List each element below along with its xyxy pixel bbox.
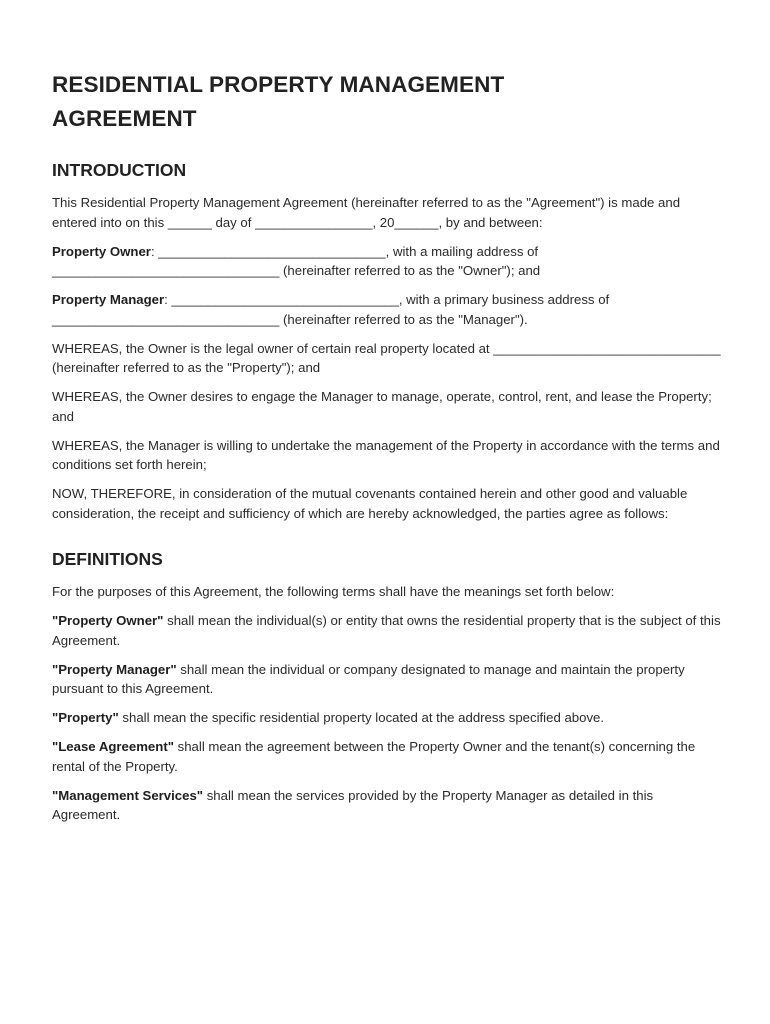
- document-title: [52, 68, 722, 136]
- whereas-paragraph-3: WHEREAS, the Manager is willing to undertake the management of the Property in accordance with the terms and conditions set forth herein;: [52, 437, 720, 472]
- owner-text: : _______________________________, with a mailing address of _______________________________ (hereinafter referred to as the "Owner"); and: [52, 243, 541, 278]
- manager-paragraph: [52, 290, 722, 329]
- opening-paragraph: This Residential Property Management Agreement (hereinafter referred to as the "Agreement") is made and entered into on this ______ day of ________________, 20______, by and between:: [52, 195, 681, 230]
- definitions-intro: For the purposes of this Agreement, the following terms shall have the meanings set forth below:: [52, 584, 615, 599]
- title-line-2: AGREEMENT: [52, 106, 197, 131]
- manager-label: Property Manager: [52, 292, 165, 307]
- definition-term: "Property Manager": [52, 661, 177, 677]
- definition-item: [52, 708, 722, 728]
- document-page: [52, 68, 722, 825]
- definitions-heading: DEFINITIONS: [52, 549, 163, 569]
- introduction-heading: INTRODUCTION: [52, 160, 187, 180]
- definition-term: "Lease Agreement": [52, 739, 174, 754]
- manager-text: : _______________________________, with a primary business address of _______________________________ (hereinafter referred to as the "Manager").: [52, 292, 610, 327]
- owner-label: Property Owner: [52, 243, 151, 259]
- whereas-paragraph-2: WHEREAS, the Owner desires to engage the Manager to manage, operate, control, rent, and lease the Property; and: [52, 389, 712, 424]
- definition-text: shall mean the individual or company designated to manage and maintain the property pursuant to this Agreement.: [52, 661, 685, 696]
- title-line-1: RESIDENTIAL PROPERTY MANAGEMENT: [52, 72, 505, 97]
- definition-item: [52, 786, 722, 825]
- definition-text: shall mean the specific residential property located at the address specified above.: [118, 710, 605, 725]
- definition-item: [52, 737, 722, 776]
- definition-text: shall mean the services provided by the Property Manager as detailed in this Agreement.: [52, 787, 654, 822]
- now-therefore-paragraph: NOW, THEREFORE, in consideration of the mutual covenants contained herein and other good and valuable consideration, the receipt and sufficiency of which are hereby acknowledged, the parties agree as follows:: [52, 486, 688, 521]
- definition-term: "Property Owner": [52, 613, 164, 628]
- definition-text: shall mean the individual(s) or entity that owns the residential property that is the subject of this Agreement.: [52, 613, 721, 648]
- definition-term: "Management Services": [52, 787, 204, 803]
- definition-item: [52, 660, 722, 699]
- definition-item: [52, 611, 722, 650]
- definition-text: shall mean the agreement between the Property Owner and the tenant(s) concerning the rental of the Property.: [52, 739, 696, 774]
- definition-term: "Property": [52, 710, 119, 725]
- whereas-paragraph-1: WHEREAS, the Owner is the legal owner of certain real property located at _______________________________ (hereinafter referred to as the "Property"); and: [52, 340, 721, 375]
- owner-paragraph: [52, 242, 722, 281]
